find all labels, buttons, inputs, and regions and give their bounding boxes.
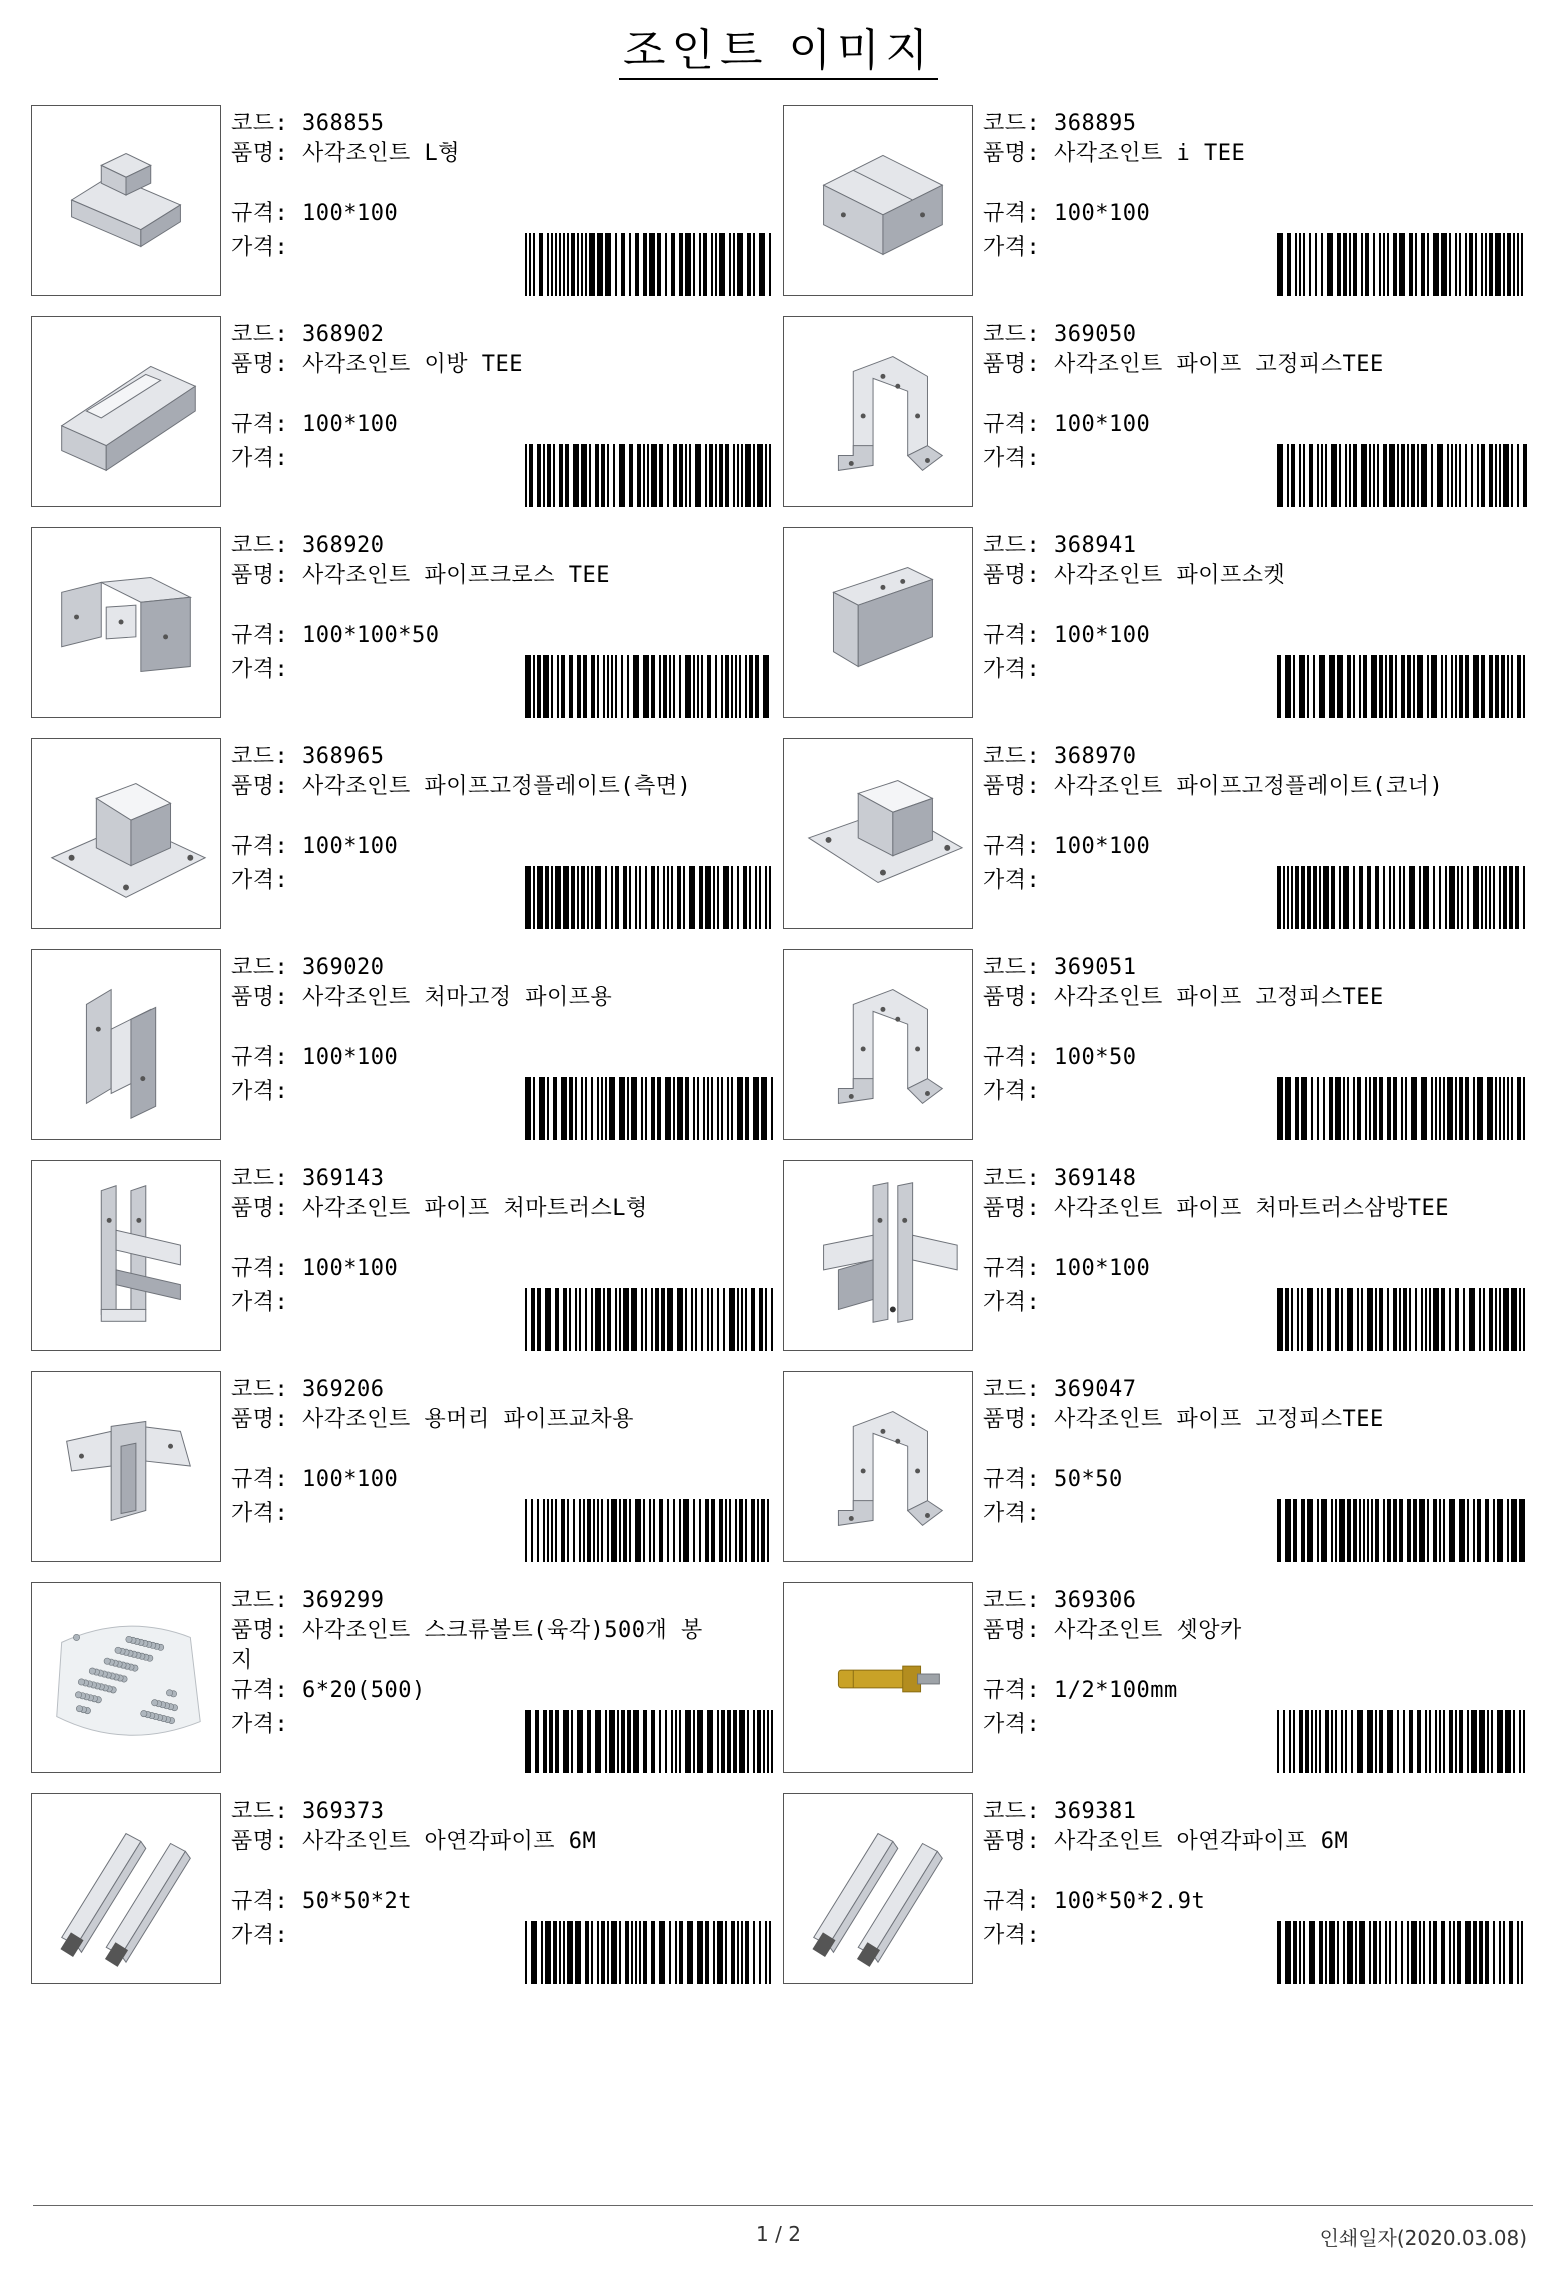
code-label: 코드: [231, 744, 302, 769]
spec-value: 100*100 [1054, 1256, 1151, 1281]
code-value: 368902 [302, 322, 385, 347]
code-value: 369148 [1054, 1166, 1137, 1191]
barcode [1277, 444, 1527, 507]
spec-label: 규격: [983, 834, 1054, 859]
product-price [983, 655, 1040, 685]
product-image [783, 949, 973, 1140]
spec-label: 규격: [983, 1889, 1054, 1914]
price-label: 가격: [983, 1079, 1041, 1104]
name-value: 사각조인트 아연각파이프 6M [302, 1829, 597, 1854]
product-image [783, 1793, 973, 1984]
barcode [1277, 1710, 1527, 1773]
product-code [231, 953, 384, 983]
price-label: 가격: [231, 1290, 289, 1315]
name-label: 품명: [231, 1618, 302, 1643]
product-card [783, 103, 1535, 314]
barcode [525, 1921, 775, 1984]
name-value: 사각조인트 i TEE [1054, 141, 1246, 166]
product-card [31, 103, 783, 314]
spec-value: 50*50 [1054, 1467, 1123, 1492]
product-spec [983, 410, 1150, 440]
code-value: 368970 [1054, 744, 1137, 769]
code-value: 369047 [1054, 1377, 1137, 1402]
barcode [1277, 866, 1527, 929]
barcode [525, 866, 775, 929]
code-label: 코드: [983, 111, 1054, 136]
product-card [31, 1580, 783, 1791]
product-price [231, 233, 288, 263]
page-title [0, 14, 1557, 78]
code-value: 369020 [302, 955, 385, 980]
product-code [983, 1164, 1136, 1194]
code-label: 코드: [983, 1588, 1054, 1613]
spec-label: 규격: [231, 1467, 302, 1492]
product-image [783, 105, 973, 296]
barcode [1277, 1499, 1527, 1562]
product-code [231, 1164, 384, 1194]
code-value: 369050 [1054, 322, 1137, 347]
product-code [231, 1797, 384, 1827]
barcode [525, 1499, 775, 1562]
barcode [1277, 1077, 1527, 1140]
product-spec [231, 1254, 398, 1284]
name-label: 품명: [983, 1829, 1054, 1854]
page-title-text: 조인트 이미지 [619, 25, 938, 80]
spec-label: 규격: [983, 1045, 1054, 1070]
name-label: 품명: [983, 985, 1054, 1010]
spec-value: 100*100*50 [302, 623, 440, 648]
name-value: 사각조인트 파이프 처마트러스삼방TEE [1054, 1196, 1450, 1221]
code-value: 369206 [302, 1377, 385, 1402]
product-card [31, 1791, 783, 2002]
price-label: 가격: [983, 1501, 1041, 1526]
spec-value: 100*100 [1054, 201, 1151, 226]
code-label: 코드: [983, 744, 1054, 769]
product-price [231, 444, 288, 474]
product-spec [983, 1254, 1150, 1284]
barcode [1277, 233, 1527, 296]
product-code [983, 531, 1136, 561]
code-value: 369381 [1054, 1799, 1137, 1824]
product-price [983, 1499, 1040, 1529]
code-label: 코드: [231, 533, 302, 558]
code-label: 코드: [983, 533, 1054, 558]
spec-label: 규격: [231, 201, 302, 226]
code-value: 369051 [1054, 955, 1137, 980]
product-spec [231, 410, 398, 440]
spec-label: 규격: [983, 1678, 1054, 1703]
price-label: 가격: [231, 1079, 289, 1104]
barcode [1277, 655, 1527, 718]
product-name [983, 1616, 1523, 1646]
barcode [525, 1077, 775, 1140]
spec-label: 규격: [231, 623, 302, 648]
code-label: 코드: [231, 322, 302, 347]
product-code [983, 1797, 1136, 1827]
product-code [983, 953, 1136, 983]
code-label: 코드: [231, 1377, 302, 1402]
spec-label: 규격: [983, 623, 1054, 648]
product-image [31, 949, 221, 1140]
product-name [231, 350, 771, 380]
product-code [231, 742, 384, 772]
product-name [231, 1194, 771, 1224]
product-price [983, 866, 1040, 896]
name-label: 품명: [231, 141, 302, 166]
product-card [783, 1791, 1535, 2002]
barcode [525, 1710, 775, 1773]
product-price [231, 1077, 288, 1107]
product-spec [231, 832, 398, 862]
name-value: 사각조인트 파이프소켓 [1054, 563, 1286, 588]
spec-label: 규격: [231, 412, 302, 437]
spec-label: 규격: [983, 412, 1054, 437]
code-label: 코드: [231, 111, 302, 136]
product-spec [231, 1043, 398, 1073]
footer-divider [33, 2205, 1533, 2206]
price-label: 가격: [983, 868, 1041, 893]
barcode [525, 655, 775, 718]
product-image [31, 1160, 221, 1351]
spec-value: 100*100 [302, 1467, 399, 1492]
product-price [983, 444, 1040, 474]
code-label: 코드: [231, 1588, 302, 1613]
product-name [983, 350, 1523, 380]
barcode [1277, 1921, 1527, 1984]
product-spec [983, 621, 1150, 651]
price-label: 가격: [231, 1923, 289, 1948]
barcode [525, 444, 775, 507]
spec-value: 6*20(500) [302, 1678, 426, 1703]
product-price [983, 1288, 1040, 1318]
price-label: 가격: [983, 1923, 1041, 1948]
name-label: 품명: [231, 1196, 302, 1221]
product-card [783, 525, 1535, 736]
page-number: 1 / 2 [756, 2222, 801, 2246]
product-card [783, 1158, 1535, 1369]
product-image [31, 316, 221, 507]
product-price [983, 1710, 1040, 1740]
name-value: 사각조인트 파이프고정플레이트(코너) [1054, 774, 1444, 799]
product-spec [983, 1465, 1123, 1495]
code-label: 코드: [231, 955, 302, 980]
price-label: 가격: [983, 657, 1041, 682]
product-price [983, 1921, 1040, 1951]
product-price [231, 1499, 288, 1529]
name-value: 사각조인트 파이프 고정피스TEE [1054, 1407, 1384, 1432]
product-image [31, 1793, 221, 1984]
product-name [231, 561, 771, 591]
spec-label: 규격: [231, 834, 302, 859]
barcode [1277, 1288, 1527, 1351]
code-value: 368941 [1054, 533, 1137, 558]
name-value: 사각조인트 이방 TEE [302, 352, 523, 377]
code-value: 368920 [302, 533, 385, 558]
code-value: 368895 [1054, 111, 1137, 136]
spec-label: 규격: [983, 1256, 1054, 1281]
product-code [231, 1586, 384, 1616]
product-card [31, 1369, 783, 1580]
price-label: 가격: [983, 1712, 1041, 1737]
spec-label: 규격: [983, 201, 1054, 226]
product-image [31, 738, 221, 929]
product-name [983, 983, 1523, 1013]
product-name [983, 1827, 1523, 1857]
product-card [783, 314, 1535, 525]
product-card [31, 314, 783, 525]
spec-value: 100*100 [302, 1045, 399, 1070]
price-label: 가격: [983, 235, 1041, 260]
name-value: 사각조인트 스크류볼트(육각)500개 봉 지 [231, 1618, 703, 1673]
product-card [31, 525, 783, 736]
code-label: 코드: [231, 1166, 302, 1191]
spec-value: 50*50*2t [302, 1889, 412, 1914]
name-label: 품명: [983, 563, 1054, 588]
price-label: 가격: [231, 1712, 289, 1737]
product-name [983, 561, 1523, 591]
product-name [231, 1405, 771, 1435]
price-label: 가격: [231, 1501, 289, 1526]
product-image [31, 105, 221, 296]
product-code [983, 1375, 1136, 1405]
code-label: 코드: [231, 1799, 302, 1824]
print-date: 인쇄일자(2020.03.08) [1319, 2226, 1527, 2250]
product-image [783, 738, 973, 929]
product-spec [983, 199, 1150, 229]
spec-value: 100*100 [302, 1256, 399, 1281]
product-spec [231, 1887, 412, 1917]
spec-label: 규격: [983, 1467, 1054, 1492]
name-label: 품명: [983, 352, 1054, 377]
price-label: 가격: [983, 446, 1041, 471]
product-spec [231, 1676, 426, 1706]
name-value: 사각조인트 용머리 파이프교차용 [302, 1407, 635, 1432]
name-label: 품명: [983, 1618, 1054, 1643]
spec-value: 1/2*100mm [1054, 1678, 1178, 1703]
spec-label: 규격: [231, 1678, 302, 1703]
code-label: 코드: [983, 1799, 1054, 1824]
price-label: 가격: [231, 446, 289, 471]
name-value: 사각조인트 파이프 고정피스TEE [1054, 352, 1384, 377]
name-label: 품명: [983, 1196, 1054, 1221]
product-spec [983, 1676, 1178, 1706]
price-label: 가격: [231, 868, 289, 893]
code-value: 369299 [302, 1588, 385, 1613]
name-label: 품명: [983, 1407, 1054, 1432]
price-label: 가격: [231, 657, 289, 682]
product-image [783, 1371, 973, 1562]
product-name [231, 1827, 771, 1857]
product-name [231, 983, 771, 1013]
product-image [31, 1582, 221, 1773]
product-spec [231, 621, 439, 651]
product-price [231, 1288, 288, 1318]
product-code [983, 742, 1136, 772]
spec-label: 규격: [231, 1256, 302, 1281]
name-value: 사각조인트 파이프 고정피스TEE [1054, 985, 1384, 1010]
code-label: 코드: [983, 1377, 1054, 1402]
spec-value: 100*100 [302, 834, 399, 859]
product-card [783, 1369, 1535, 1580]
name-label: 품명: [231, 563, 302, 588]
name-value: 사각조인트 아연각파이프 6M [1054, 1829, 1349, 1854]
spec-value: 100*100 [1054, 834, 1151, 859]
product-code [983, 109, 1136, 139]
name-value: 사각조인트 파이프크로스 TEE [302, 563, 610, 588]
product-code [983, 1586, 1136, 1616]
product-price [231, 1710, 288, 1740]
product-price [231, 866, 288, 896]
name-value: 사각조인트 파이프 처마트러스L형 [302, 1196, 648, 1221]
product-card [31, 947, 783, 1158]
product-image [783, 1582, 973, 1773]
product-image [31, 527, 221, 718]
product-image [783, 1160, 973, 1351]
product-code [231, 1375, 384, 1405]
product-card [783, 736, 1535, 947]
product-name [983, 1405, 1523, 1435]
product-name [983, 139, 1523, 169]
product-name [983, 1194, 1523, 1224]
product-image [783, 527, 973, 718]
spec-value: 100*100 [1054, 412, 1151, 437]
product-price [231, 655, 288, 685]
spec-label: 규격: [231, 1889, 302, 1914]
product-card [31, 736, 783, 947]
spec-value: 100*100 [302, 201, 399, 226]
code-value: 369143 [302, 1166, 385, 1191]
name-label: 품명: [983, 774, 1054, 799]
product-code [231, 531, 384, 561]
product-spec [983, 832, 1150, 862]
barcode [525, 1288, 775, 1351]
name-value: 사각조인트 셋앙카 [1054, 1618, 1242, 1643]
name-label: 품명: [231, 352, 302, 377]
product-spec [231, 199, 398, 229]
product-price [983, 233, 1040, 263]
name-label: 품명: [983, 141, 1054, 166]
price-label: 가격: [983, 1290, 1041, 1315]
name-label: 품명: [231, 985, 302, 1010]
product-price [231, 1921, 288, 1951]
name-label: 품명: [231, 1829, 302, 1854]
name-value: 사각조인트 L형 [302, 141, 461, 166]
spec-value: 100*100 [302, 412, 399, 437]
code-label: 코드: [983, 1166, 1054, 1191]
price-label: 가격: [231, 235, 289, 260]
product-code [231, 320, 384, 350]
code-value: 369306 [1054, 1588, 1137, 1613]
name-label: 품명: [231, 774, 302, 799]
code-label: 코드: [983, 955, 1054, 980]
code-value: 368965 [302, 744, 385, 769]
product-card [783, 947, 1535, 1158]
product-name [983, 772, 1523, 802]
product-price [983, 1077, 1040, 1107]
product-spec [983, 1043, 1136, 1073]
product-image [31, 1371, 221, 1562]
name-value: 사각조인트 처마고정 파이프용 [302, 985, 613, 1010]
product-code [231, 109, 384, 139]
spec-value: 100*50 [1054, 1045, 1137, 1070]
product-card [31, 1158, 783, 1369]
code-value: 369373 [302, 1799, 385, 1824]
spec-label: 규격: [231, 1045, 302, 1070]
code-label: 코드: [983, 322, 1054, 347]
product-name [231, 772, 771, 802]
barcode [525, 233, 775, 296]
product-code [983, 320, 1136, 350]
product-spec [231, 1465, 398, 1495]
product-spec [983, 1887, 1205, 1917]
product-name [231, 1616, 771, 1676]
product-image [783, 316, 973, 507]
spec-value: 100*100 [1054, 623, 1151, 648]
product-card [783, 1580, 1535, 1791]
code-value: 368855 [302, 111, 385, 136]
name-label: 품명: [231, 1407, 302, 1432]
spec-value: 100*50*2.9t [1054, 1889, 1206, 1914]
name-value: 사각조인트 파이프고정플레이트(측면) [302, 774, 692, 799]
product-grid [31, 103, 1535, 2002]
product-name [231, 139, 771, 169]
